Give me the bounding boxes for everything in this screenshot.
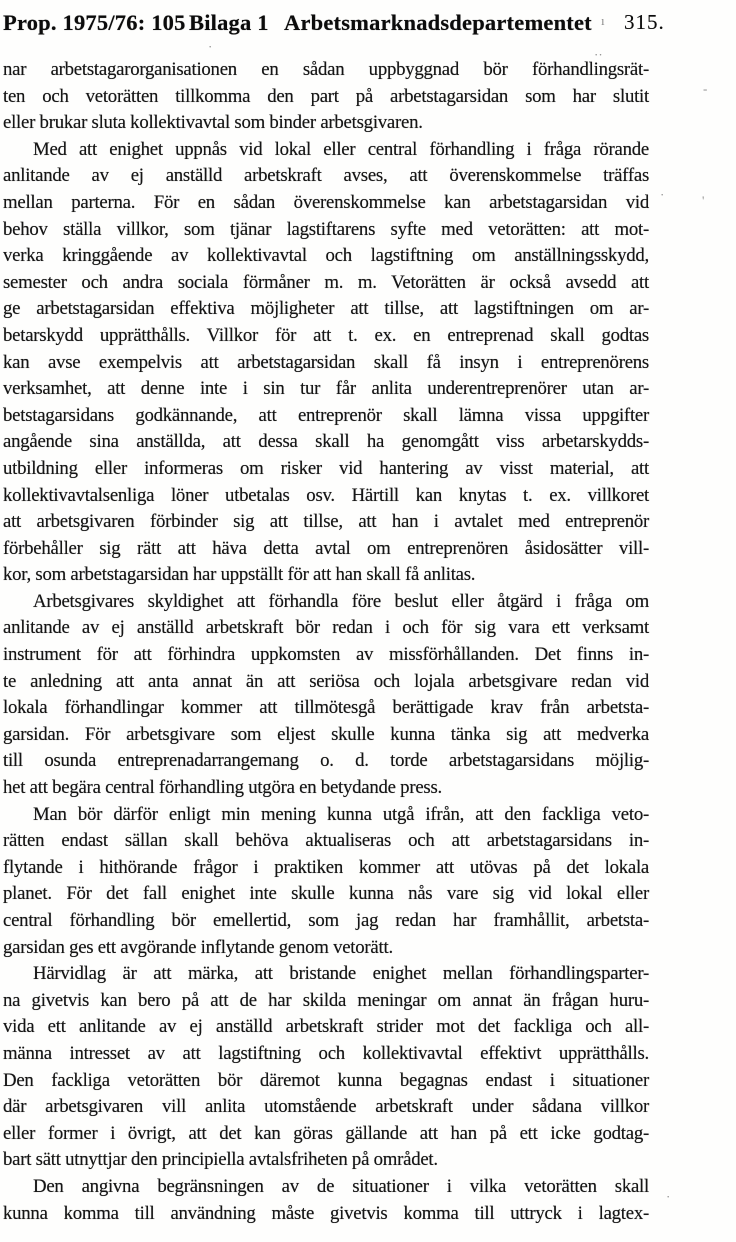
annex-label: Bilaga 1 [189,10,269,35]
text-line: till osunda entreprenadarrangemang o. d. torde arbetstagarsidans möjlig- [3,750,649,772]
text-line: Man bör därför enligt min mening kunna utgå ifrån, att den fackliga veto- [33,803,649,825]
page-header [0,10,736,42]
text-line: förbehåller sig rätt att häva detta avtal om entreprenören åsidosätter vill- [3,537,649,559]
text-line: att arbetsgivaren förbinder sig att tillse, att han i avtalet med entreprenör [3,511,649,533]
text-line: ge arbetstagarsidan effektiva möjligheter att tillse, att lagstiftningen om ar- [3,298,649,320]
department-name: Arbetsmarknadsdepartementet [284,10,592,35]
proposition-number: Prop. 1975/76: 105 [3,10,186,35]
text-line: behov ställa villkor, som tjänar lagstiftarens syfte med vetorätten: att mot- [3,218,649,240]
text-line: central förhandling bör emellertid, som jag redan har framhållit, arbetsta- [3,910,649,931]
text-line: utbildning eller informeras om risker vid hantering av visst material, att [3,457,649,479]
text-line: betarskydd upprätthålls. Villkor för att t. ex. en entreprenad skall godtas [3,324,649,346]
text-line: männa intresset av att lagstiftning och kollektivavtal effektivt upprätthålls. [3,1042,649,1064]
text-line: eller brukar sluta kollektivavtal som binder arbetsgivaren. [3,112,423,134]
text-line: angående sina anställda, att dessa skall ha genomgått viss arbetarskydds- [3,431,649,453]
text-line: kor, som arbetstagarsidan har uppställt för att han skall få anlitas. [3,564,476,586]
text-line: Den angivna begränsningen av de situationer i vilka vetorätten skall [33,1175,649,1197]
text-line: Härvidlag är att märka, att bristande enighet mellan förhandlingsparter- [33,963,649,985]
text-line: na givetvis kan bero på att de har skilda meningar om annat än frågan huru- [3,989,649,1011]
text-line: kollektivavtalsenliga löner utbetalas osv. Härtill kan knytas t. ex. villkoret [3,484,649,506]
text-line: kan avse exempelvis att arbetstagarsidan skall få insyn i entreprenörens [3,351,649,373]
text-line: planet. För det fall enighet inte skulle kunna nås vare sig vid lokal eller [3,883,649,905]
text-line: anlitande av ej anställd arbetskraft bör redan i och för sig vara ett verksamt [3,617,649,639]
text-line: Den fackliga vetorätten bör däremot kunna begagnas endast i situationer [3,1069,649,1091]
text-line: flytande i hithörande frågor i praktiken kommer att utövas på det lokala [3,856,649,878]
text-line: anlitande av ej anställd arbetskraft avses, att överenskommelse träffas [3,165,649,187]
text-line: bart sätt utnyttjar den principiella avtalsfriheten på området. [3,1149,438,1171]
scan-speck: ı [601,13,605,28]
text-line: Med att enighet uppnås vid lokal eller central förhandling i fråga rörande [33,138,649,160]
text-line: garsidan. För arbetsgivare som eljest skulle kunna tänka sig att medverka [3,723,649,745]
text-line: verksamhet, att denne inte i sin tur får anlita underentreprenörer utan ar- [3,378,649,400]
scan-speck: · [208,39,213,54]
text-line: rätten endast sällan skall behöva aktualiseras och att arbetstagarsidans in- [3,830,649,852]
scan-speck: · [666,1189,671,1204]
text-line: te anledning att anta annat än att seriösa och lojala arbetsgivare redan vid [3,670,649,692]
page-number: 315. [624,10,665,34]
text-line: nar arbetstagarorganisationen en sådan uppbyggnad bör förhandlingsrät- [3,59,649,80]
text-line: lokala förhandlingar kommer att tillmötesgå berättigade krav från arbetsta- [3,697,649,719]
text-line: garsidan ges ett avgörande inflytande genom vetorätt. [3,936,393,958]
scan-speck: ·· [594,47,603,62]
text-line: ten och vetorätten tillkomma den part på arbetstagarsidan som har slutit [3,85,649,107]
text-line: kunna komma till användning måste givetvis komma till uttryck i lagtex- [3,1202,649,1224]
scan-speck: - [703,81,708,96]
text-line: vida ett anlitande av ej anställd arbetskraft strider mot det fackliga och all- [3,1016,649,1038]
scan-speck: · [660,187,665,202]
scan-speck: ' [702,193,705,208]
document-body [3,57,649,1227]
text-line: betstagarsidans godkännande, att entreprenör skall lämna vissa uppgifter [3,404,649,426]
text-line: instrument för att förhindra uppkomsten av missförhållanden. Det finns in- [3,644,649,666]
text-line: het att begära central förhandling utgöra en betydande press. [3,777,442,799]
text-line: eller former i övrigt, att det kan göras gällande att han på ett icke godtag- [3,1122,649,1144]
text-line: semester och andra sociala förmåner m. m. Vetorätten är också avsedd att [3,271,649,293]
text-line: mellan parterna. För en sådan överenskommelse kan arbetstagarsidan vid [3,191,649,213]
text-line: verka kringgående av kollektivavtal och lagstiftning om anställningsskydd, [3,245,649,267]
text-line: Arbetsgivares skyldighet att förhandla före beslut eller åtgärd i fråga om [33,590,649,612]
text-line: där arbetsgivaren vill anlita utomstående arbetskraft under sådana villkor [3,1096,649,1118]
